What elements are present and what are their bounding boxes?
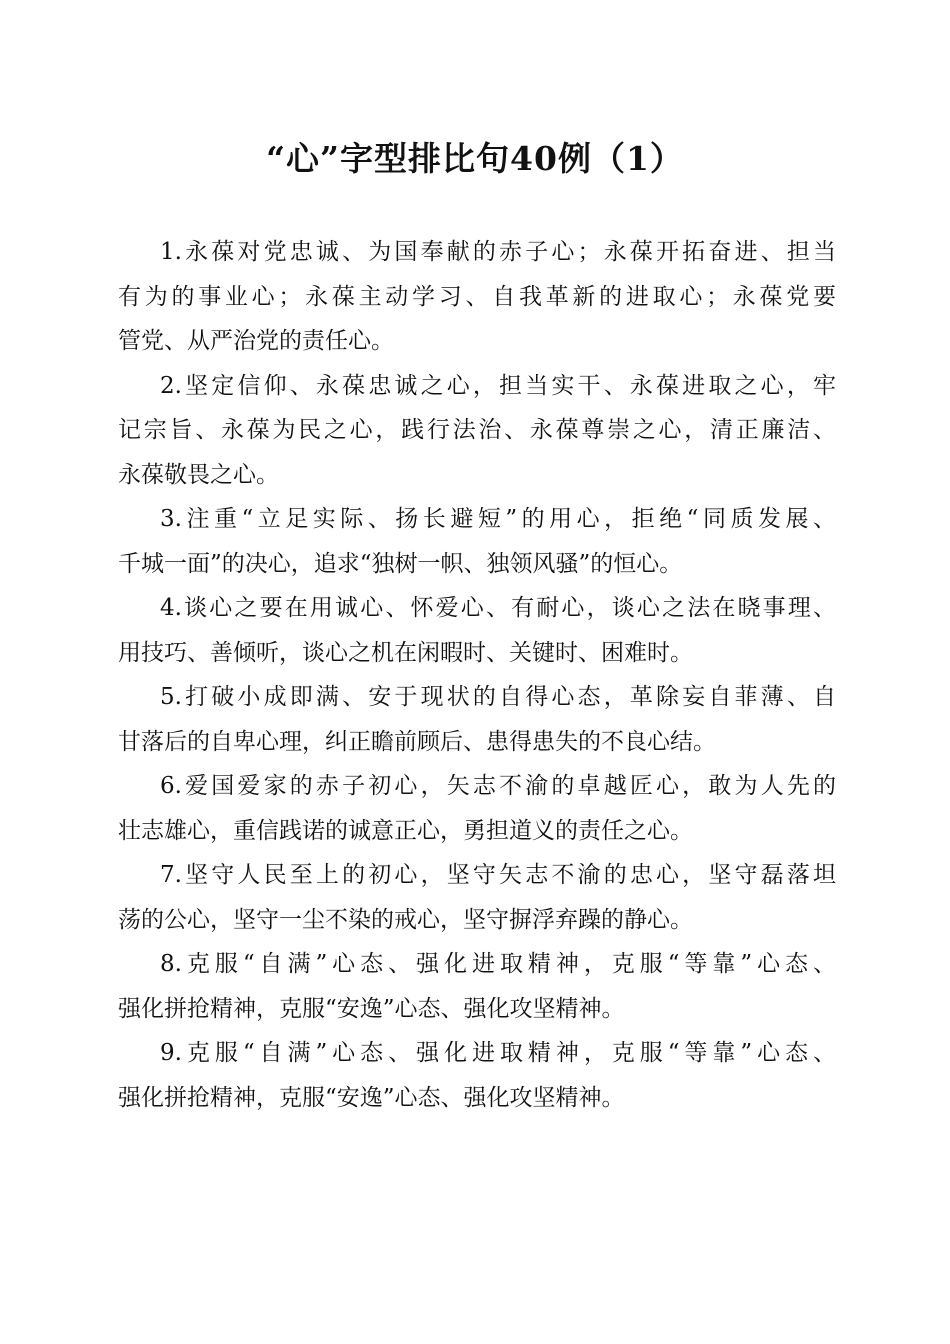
paragraph-line: 管党、从严治党的责任心。 — [118, 328, 394, 354]
paragraph-9 — [118, 1031, 836, 1120]
paragraph-8 — [118, 942, 836, 1031]
paragraph-line: 永葆敬畏之心。 — [118, 461, 279, 488]
paragraph-line: 有为的事业心；永葆主动学习、自我革新的进取心；永葆党要 — [118, 283, 836, 310]
paragraph-line: 千城一面”的决心，追求“独树一帜、独领风骚”的恒心。 — [118, 550, 683, 577]
paragraph-line: 7.坚守人民至上的初心，坚守矢志不渝的忠心，坚守磊落坦 — [160, 862, 836, 888]
paragraph-6 — [118, 764, 836, 853]
paragraph-line: 用技巧、善倾听，谈心之机在闲暇时、关键时、困难时。 — [118, 639, 693, 666]
paragraph-line: 荡的公心，坚守一尘不染的戒心，坚守摒浮弃躁的静心。 — [118, 906, 693, 933]
paragraph-4 — [118, 586, 836, 675]
paragraph-2 — [118, 364, 836, 498]
paragraph-line: 2.坚定信仰、永葆忠诚之心，担当实干、永葆进取之心，牢 — [160, 372, 836, 399]
paragraph-5 — [118, 675, 836, 764]
paragraph-line: 9.克服“自满”心态、强化进取精神，克服“等靠”心态、 — [160, 1040, 836, 1066]
paragraph-line: 记宗旨、永葆为民之心，践行法治、永葆尊崇之心，清正廉洁、 — [118, 417, 836, 443]
paragraph-line: 4.谈心之要在用诚心、怀爱心、有耐心，谈心之法在晓事理、 — [160, 595, 836, 621]
paragraph-line: 5.打破小成即满、安于现状的自得心态，革除妄自菲薄、自 — [160, 684, 836, 710]
paragraph-line: 强化拼抢精神，克服“安逸”心态、强化攻坚精神。 — [118, 1084, 625, 1111]
document-title: “心”字型排比句40例（1） — [266, 139, 684, 178]
paragraph-line: 6.爱国爱家的赤子初心，矢志不渝的卓越匠心，敢为人先的 — [160, 773, 836, 799]
paragraph-line: 壮志雄心，重信践诺的诚意正心，勇担道义的责任之心。 — [118, 817, 693, 844]
paragraph-7 — [118, 853, 836, 942]
paragraph-line: 强化拼抢精神，克服“安逸”心态、强化攻坚精神。 — [118, 995, 625, 1022]
paragraph-line: 3.注重“立足实际、扬长避短”的用心，拒绝“同质发展、 — [160, 506, 836, 532]
paragraph-line: 1.永葆对党忠诚、为国奉献的赤子心；永葆开拓奋进、担当 — [160, 239, 836, 265]
paragraph-line: 甘落后的自卑心理，纠正瞻前顾后、患得患失的不良心结。 — [118, 728, 716, 755]
paragraph-3 — [118, 497, 836, 586]
document-body — [118, 230, 836, 1120]
paragraph-line: 8.克服“自满”心态、强化进取精神，克服“等靠”心态、 — [160, 951, 836, 977]
paragraph-1 — [118, 230, 836, 364]
